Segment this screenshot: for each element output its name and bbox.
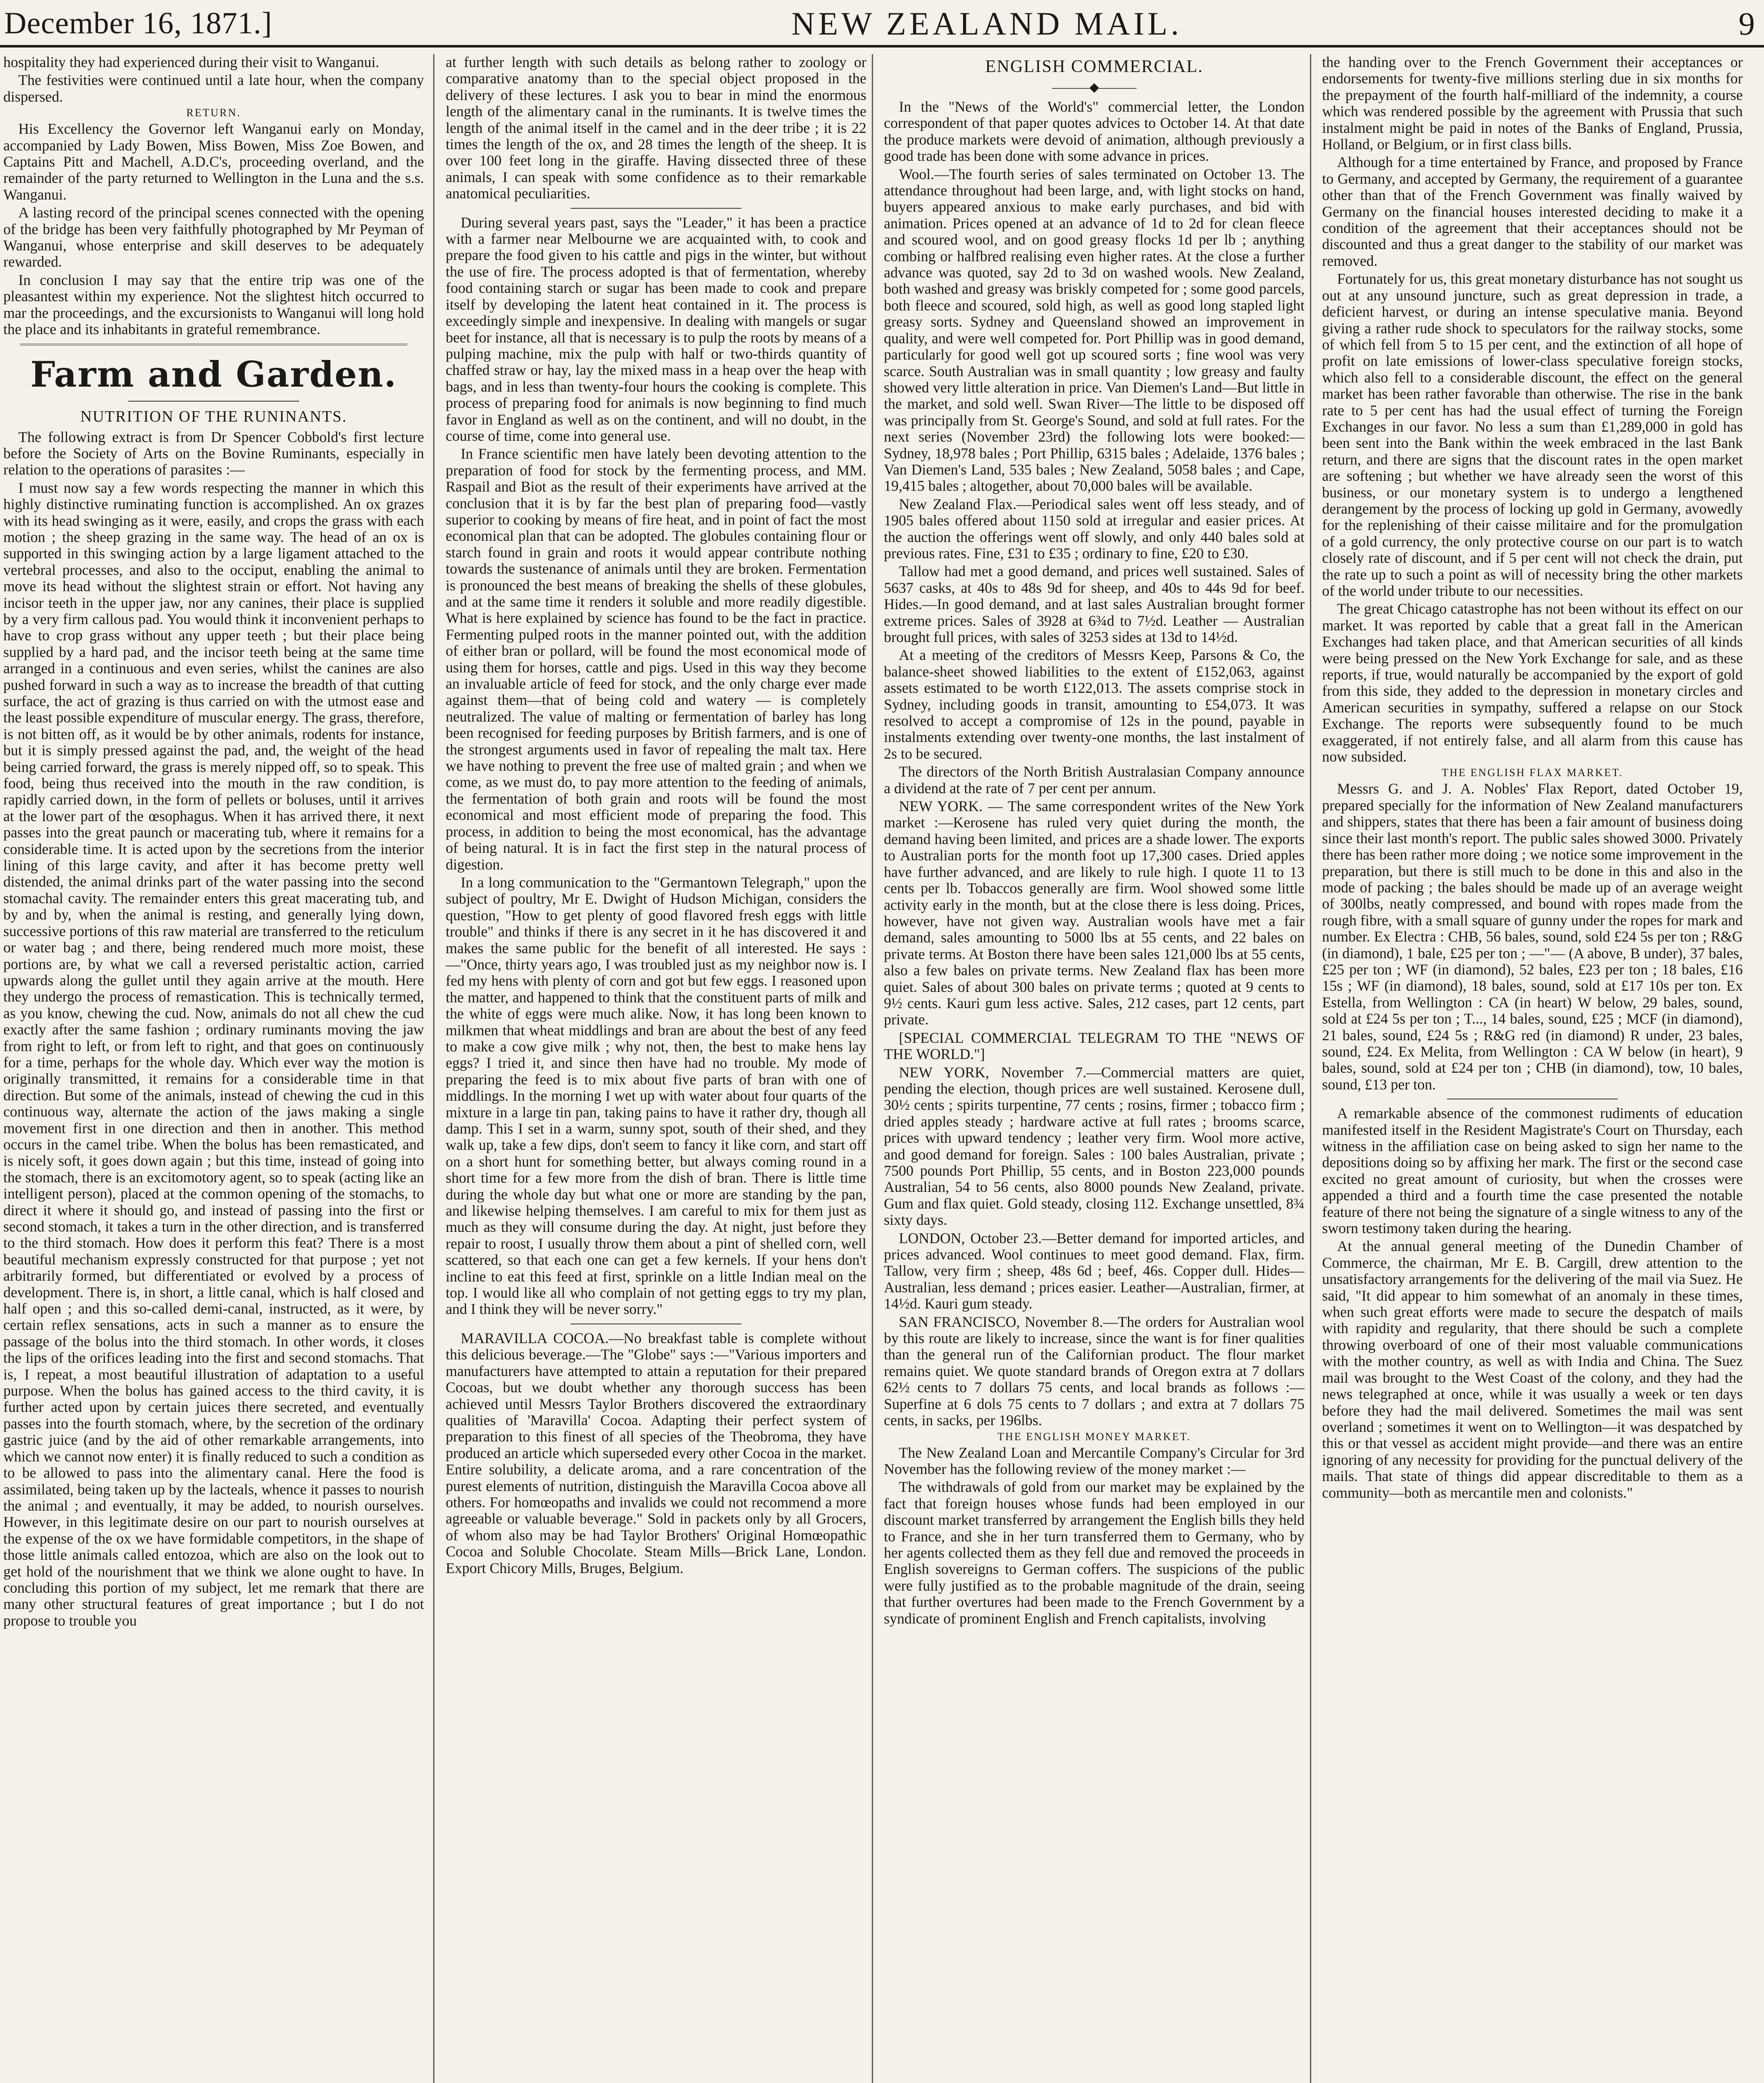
article-paragraph: SAN FRANCISCO, November 8.—The orders for Australian wool by this route are likely to increase, since the want is for finer qualities than the general run of the Californian product. The flour market remains quiet. We quote standard brands of Oregon extra at 7 dollars 62½ cents to 7 dollars 75 cents, and local brands as follows :—Superfine at 6 dols 75 cents to 7 dollars ; and extra at 7 dollars 75 cents, in sacks, per 196lbs. [884,1313,1305,1429]
article-paragraph: NEW YORK, November 7.—Commercial matters are quiet, pending the election, though prices are well sustained. Kerosene dull, 30½ cents ; spirits turpentine, 77 cents ; rosins, firmer ; tobacco firm ; dried apples steady ; hardware active at full rates ; brooms scarce, prices with upward tendency ; leather very firm. Wool more active, and good demand for foreign. Sales : 100 bales Australian, private ; 7500 pounds Port Phillip, 55 cents, and in Boston 223,000 pounds Australian, 54 to 56 cents, also 8000 pounds New Zealand, private. Gum and flax quiet. Gold steady, closing 112. Exchange unsettled, 8¾ sixty days. [884,1064,1305,1229]
section-subheading: THE ENGLISH MONEY MARKET. [997,1430,1191,1443]
column-4 [1322,54,1743,2083]
article-paragraph: The great Chicago catastrophe has not been without its effect on our market. It was reported by cable that a great fall in the American Exchanges had taken place, and that American securities of all kinds were being pressed on the New York Exchange for sale, and as these reports, if true, would naturally be accompanied by the export of gold from this side, they added to the depression in monetary circles and American securities in sympathy, suffered a relapse on our Stock Exchange. The reports were subsequently found to be much exaggerated, if not entirely false, and all alarm from this cause has now subsided. [1322,600,1743,765]
article-paragraph: In the "News of the World's" commercial letter, the London correspondent of that paper quotes advices to October 14. At that date the produce markets were devoid of animation, although previously a good trade has been done with some advance in prices. [884,98,1305,165]
article-paragraph: [SPECIAL COMMERCIAL TELEGRAM TO THE "NEWS OF THE WORLD."] [884,1029,1305,1063]
column-2 [446,54,866,2083]
article-headline: ENGLISH COMMERCIAL. [985,57,1203,76]
article-paragraph: Messrs G. and J. A. Nobles' Flax Report, dated October 19, prepared specially for the information of New Zealand manufacturers and shippers, states that there has been a fair amount of business doing since their last month's report. The public sales showed 3000. Privately there has been rather more doing ; we notice some improvement in the preparation, but there is still much to be done in this and also in the mode of packing ; the bales should be made up of an average weight of 300lbs, neatly compressed, and bound with ropes made from the rough fibre, with a small square of gunny under the ropes for mark and number. Ex Electra : CHB, 56 bales, sound, sold £24 5s per ton ; R&G (in diamond), 1 bale, £25 per ton ; —"— (A above, B under), 37 bales, £25 per ton ; WF (in diamond), 52 bales, £23 per ton ; 18 bales, £16 15s ; WF (in diamond), 18 bales, sound, sold at £17 10s per ton. Ex Estella, from Wellington : CA (in heart) W below, 29 bales, sound, sold at £24 5s per ton ; T..., 14 bales, sound, £25 ; MCF (in diamond), 21 bales, sound, £24 5s ; R&G red (in diamond) R under, 23 bales, sound, £24. Ex Melita, from Wellington : CA W below (in heart), 9 bales, sound, sold at £24 per ton ; CHB (in diamond), tow, 10 bales, sound, £13 per ton. [1322,780,1743,1093]
article-paragraph: The festivities were continued until a late hour, when the company dispersed. [3,72,424,105]
article-paragraph: A lasting record of the principal scenes connected with the opening of the bridge has been very faithfully photographed by Mr Peyman of Wanganui, whose enterprise and skill deserves to be adequately rewarded. [3,204,424,270]
newspaper-title: NEW ZEALAND MAIL. [791,5,1183,42]
section-subheading: THE ENGLISH FLAX MARKET. [1442,767,1623,779]
section-heading: Farm and Garden. [30,353,397,395]
article-paragraph: hospitality they had experienced during their visit to Wanganui. [3,54,379,70]
section-divider [20,344,407,348]
section-divider [571,208,741,209]
section-divider [128,401,299,402]
column-1 [3,54,424,2083]
column-3 [884,54,1305,2083]
article-paragraph: Wool.—The fourth series of sales terminated on October 13. The attendance throughout had been large, and, with light stocks on hand, buyers appeared anxious to make early purchases, and bid with animation. Prices opened at an advance of 1d to 2d for clean fleece and scoured wool, and on good greasy flocks 1d per lb ; anything combing or halfbred realising even higher rates. At the close a further advance was quoted, say 2d to 3d on washed wools. New Zealand, both washed and greasy was briskly competed for ; some good parcels, both fleece and scoured, sold high, as well as good long stapled light greasy sorts. Sydney and Queensland showed an improvement in quality, and were well competed for. Port Phillip was in good demand, particularly for good well got up scoured sorts ; fine wool was very scarce. South Australian was in small quantity ; low greasy and faulty showed very little alteration in price. Van Diemen's Land—But little in the market, and sold well. Swan River—The little to be disposed off was principally from St. George's Sound, and sold at full rates. For the next series (November 23rd) the following lots were booked:—Sydney, 18,978 bales ; Port Phillip, 6315 bales ; Adelaide, 1376 bales ; Van Diemen's Land, 535 bales ; New Zealand, 5058 bales ; and Cape, 19,415 bales ; altogether, about 70,000 bales will be available. [884,165,1305,495]
column-rule [872,54,873,2083]
article-paragraph: In a long communication to the "Germantown Telegraph," upon the subject of poultry, Mr E. Dwight of Hudson Michigan, considers the question, "How to get plenty of good flavored fresh eggs with little trouble" and thinks if there is any secret in it he has discovered it and makes the same public for the benefit of all interested. He says :—"Once, thirty years ago, I was troubled just as my neighbor now is. I fed my hens with plenty of corn and got but few eggs. I reasoned upon the matter, and happened to think that the constituent parts of milk and the white of eggs were much alike. Now, it has long been known to milkmen that wheat middlings and bran are about the best of any feed to make a cow give milk ; why not, then, the best to make hens lay eggs? I tried it, and since then have had no trouble. My mode of preparing the feed is to mix about five parts of bran with one of middlings. In the morning I wet up with water about four quarts of the mixture in a large tin pan, taking pains to have it rather dry, though all damp. This I set in a warm, sunny spot, south of their shed, and they walk up, take a few dips, don't seem to fancy it like corn, and start off on a short hunt for something better, but always coming round in a short time for a few more from the dish of bran. There is little time during the whole day but what one or more are standing by the pan, and likewise helping themselves. I am careful to mix for them just as much as they will consume during the day. At night, just before they repair to roost, I usually throw them about a pint of shelled corn, well scattered, so that each one can get a few kernels. If your hens don't incline to eat this feed at first, sprinkle on a little Indian meal on the top. I would like all who complain of not getting eggs to try my plan, and I think they will be never sorry." [446,874,866,1318]
article-paragraph: In France scientific men have lately been devoting attention to the preparation of food for stock by the fermenting process, and MM. Raspail and Biot as the result of their experiments have arrived at the conclusion that it is by far the best plan of preparing food—vastly superior to cooking by means of fire heat, and in point of fact the most economical plan that can be adopted. The globules containing flour or starch found in grain and roots it would appear contribute nothing towards the sustenance of animals until they are broken. Fermentation is pronounced the best means of breaking the shells of these globules, and at the same time it renders it soluble and more readily digestible. What is here explained by science has found to be the fact in practice. Fermenting pulped roots in the manner pointed out, with the addition of either bran or pollard, will be found the most economical mode of using them for horses, cattle and pigs. Used in this way they become an invaluable article of feed for stock, and the only charge ever made against them—that of being cold and watery — is completely neutralized. The value of malting or fermentation of barley has long been recognised for feeding purposes by British farmers, and is one of the strongest arguments used in favor of repealing the malt tax. Here we have nothing to prevent the free use of malted grain ; and when we come, as we must do, to pay more attention to the feeding of animals, the fermentation of both grain and roots will be found the most economical and most efficient mode of preparing the food. This process, in addition to being the most economical, has the advantage of being natural. It is in fact the first step in the natural process of digestion. [446,445,866,873]
section-subheading: RETURN. [186,107,241,119]
advertisement-paragraph: MARAVILLA COCOA.—No breakfast table is complete without this delicious beverage.—The "Globe" says :—"Various importers and manufacturers have attempted to attain a reputation for their prepared Cocoas, but we doubt whether any thorough success has been achieved until Messrs Taylor Brothers discovered the extraordinary qualities of 'Maravilla' Cocoa. Adapting their perfect system of preparation to this finest of all species of the Theobroma, they have produced an article which superseded every other Cocoa in the market. Entire solubility, a delicate aroma, and a rare concentration of the purest elements of nutrition, distinguish the Maravilla Cocoa above all others. For homœopaths and invalids we could not recommend a more agreeable or valuable beverage." Sold in packets only by all Grocers, of whom also may be had Taylor Brothers' Original Homœopathic Cocoa and Soluble Chocolate. Steam Mills—Brick Lane, London. Export Chicory Mills, Bruges, Belgium. [446,1329,866,1576]
article-paragraph: The following extract is from Dr Spencer Cobbold's first lecture before the Society of Arts on the Bovine Ruminants, especially in relation to the operations of parasites :— [3,428,424,478]
article-paragraph: During several years past, says the "Leader," it has been a practice with a farmer near Melbourne we are acquainted with, to cook and prepare the food given to his cattle and pigs in the winter, but without the use of fire. The process adopted is that of fermentation, whereby food containing starch or sugar has been made to cook and prepare itself by developing the latent heat contained in it. The process is exceedingly simple and inexpensive. In dealing with mangels or sugar beet for instance, all that is necessary is to pulp the roots by means of a pulping machine, mix the pulp with half or two-thirds quantity of chaffed straw or hay, lay the mixed mass in a heap over the heap with bags, and in less than twenty-four hours the cooking is complete. This process of preparing food for animals is now beginning to find much favor in England as well as on the continent, and will no doubt, in the course of time, come into general use. [446,214,866,444]
column-rule [1310,54,1311,2083]
page-number: 9 [1739,5,1755,42]
article-paragraph: At the annual general meeting of the Dunedin Chamber of Commerce, the chairman, Mr E. B. Cargill, drew attention to the unsatisfactory arrangements for the delivering of the mail via Suez. He said, "It did appear to him somewhat of an anomaly in these times, when such great efforts were made to secure the despatch of mails with rapidity and regularity, that there should be such a complete throwing overboard of one of their most valuable communications with the mother country, as well as with India and China. The Suez mail was brought to the West Coast of the colony, and they had the news telegraphed at once, while it was usually a week or ten days before they had the mail delivered. Sometimes the mail was sent overland ; sometimes it went on to Wellington—it was despatched by this or that vessel as accident might provide—and there was an entire ignoring of any necessity for providing for the punctual delivery of the mails. That state of things did appear discreditable to them as a community—both as mercantile men and colonists." [1322,1238,1743,1501]
article-paragraph: NEW YORK. — The same correspondent writes of the New York market :—Kerosene has ruled very quiet during the month, the demand having been limited, and prices are a shade lower. The exports to Australian ports for the month foot up 17,300 cases. Dried apples have further advanced, and are likely to rule high. I quote 11 to 13 cents per lb. Tobaccos generally are firm. Wool showed some little activity early in the month, but at the close there is less doing. Prices, however, have not given way. Australian wools have met a fair demand, sales amounting to 5000 lbs at 55 cents, and 22 bales on private terms. At Boston there have been sales 121,000 lbs at 55 cents, also a few bales on private terms. New Zealand flax has been more quiet. Sales of about 300 bales on private terms ; quoted at 9 cents to 9½ cents. Kauri gum less active. Sales, 212 cases, part 12 cents, part private. [884,798,1305,1028]
article-paragraph: In conclusion I may say that the entire trip was one of the pleasantest within my experience. Not the slightest hitch occurred to mar the proceedings, and the excursionists to Wanganui will long hold the place and its inhabitants in grateful remembrance. [3,271,424,338]
article-paragraph: A remarkable absence of the commonest rudiments of education manifested itself in the Resident Magistrate's Court on Thursday, each witness in the affiliation case on being asked to sign her name to the depositions doing so by affixing her mark. The first or the second case excited no great amount of curiosity, but when the crosses were appended a third and a fourth time the case presented the notable feature of there not being the signature of a single witness to any of the sworn testimony taken during the hearing. [1322,1105,1743,1237]
article-paragraph: LONDON, October 23.—Better demand for imported articles, and prices advanced. Wool continues to meet good demand. Flax, firm. Tallow, very firm ; sheep, 48s 6d ; beef, 46s. Copper dull. Hides—Australian, less demand ; prices easier. Leather—Australian, firmer, at 14½d. Kauri gum steady. [884,1229,1305,1312]
article-paragraph: Fortunately for us, this great monetary disturbance has not sought us out at any unsound juncture, such as great depression in trade, a deficient harvest, or during an intense speculative mania. Beyond giving a rather rude shock to speculators for the railway stocks, some of which fell from 5 to 15 per cent, and the extinction of all hope of profit on late emissions of lower-class speculative foreign stocks, which also fell to a considerable discount, the effect on the general market has been rather favorable than otherwise. The rise in the bank rate to 5 per cent has had the usual effect of turning the Foreign Exchanges in our favor. No less a sum than £1,289,000 in gold has been sent into the Bank within the week embraced in the last Bank return, and there are signs that the discount rates in the open market are softening ; but whether we have already seen the worst of this business, or our monetary system is to undergo a lengthened derangement by the process of locking up gold in Germany, avowedly for the replenishing of their caisse militaire and for the promulgation of a gold currency, the only protective course on our part is to watch closely rate of discount, and if 5 per cent will not check the drain, put the rate up to such a point as will of necessity bring the other markets of the world under tribute to our necessities. [1322,270,1743,599]
article-paragraph: Although for a time entertained by France, and proposed by France to Germany, and accepted by Germany, the requirement of a guarantee other than that of the French Government was finally waived by Germany on the financial houses interested deciding to make it a condition of the agreement that their acceptances should not be discounted and thus a great danger to the stability of our market was removed. [1322,154,1743,269]
article-paragraph: I must now say a few words respecting the manner in which this highly distinctive ruminating function is accomplished. An ox grazes with its head swinging as it were, easily, and crops the grass with each motion ; the sheep grazing in the same way. The head of an ox is supported in this swinging action by a large ligament attached to the vertebral processes, and also to the occiput, enabling the animal to move its head without the slightest strain or effort. Not having any incisor teeth in the upper jaw, nor any canines, their place is supplied by a very firm callous pad. You would think it inconvenient perhaps to have to crop grass without any upper teeth ; but their place being supplied by a hard pad, and the incisor teeth being at the same time arranged in a continuous and even series, whilst the canines are also pushed forward in such a way as to increase the breadth of that cutting surface, the act of grazing is thus carried on with the utmost ease and the least possible expenditure of muscular energy. The grass, therefore, is not bitten off, as it would be by other animals, rodents for instance, but it is simply pressed against the pad, and, the weight of the head being carried forward, the grass is merely nipped off, so to speak. This food, being thus received into the mouth in the raw condition, is rapidly carried down, in the form of pellets or boluses, until it arrives at the lower part of the œsophagus. When it has arrived there, it next passes into the great paunch or macerating tub, where it remains for a considerable time. It is acted upon by the secretions from the interior lining of this large cavity, and after it has become pretty well distended, the animal drinks part of the water passing into the second stomachal cavity. The remainder enters this great macerating tub, and by and by, when the animal is resting, and generally lying down, successive portions of this raw material are transferred to the reticulum or water bag ; and there, being rendered much more moist, these portions are, by what we call a reversed peristaltic action, carried upwards along the gullet until they again arrive at the mouth. Here they undergo the process of remastication. This is technically termed, as you know, chewing the cud. Now, animals do not all chew the cud exactly after the same fashion ; ordinary ruminants moving the jaw from right to left, or from left to right, and that goes on continuously for a time, perhaps for the whole day. Which ever way the motion is originally transmitted, it remains for a considerable time in that direction. But some of the animals, instead of chewing the cud in this continuous way, alternate the action of the jaws making a single movement first in one direction and then in another. This method occurs in the camel tribe. When the bolus has been remasticated, and is nicely soft, it goes down again ; but this time, instead of going into the stomach, there is an excitomotory agent, so to speak (acting like an intelligent person), placed at the common opening of the stomachs, to direct it where it should go, and instead of passing into the first or second stomach, it takes a turn in the other direction, and is transferred to the third stomach. How does it perform this feat? There is a most beautiful mechanism expressly constructed for that purpose ; yet not arbitrarily formed, but differentiated or evolved by a process of development. There is, in short, a little canal, which is half closed and half open ; and this so-called demi-canal, instructed, as it were, by certain reflex sensations, acts in such a manner as to ensure the passage of the bolus into the third stomach. In other words, it closes the lips of the orifices leading into the first and second stomachs. That is, I repeat, a most beautiful illustration of adaptation to a useful purpose. When the bolus has gained access to the third cavity, it is further acted upon by certain juices there secreted, and eventually passes into the fourth stomach, where, by the secretion of the ordinary gastric juice (and by the aid of other remarkable arrangements, into which we cannot now enter) it is finally reduced to such a condition as to be allowed to pass into the alimentary canal. Here the food is assimilated, being taken up by the lacteals, whence it passes to nourish the animal ; and eventually, it may be added, to nourish ourselves. However, in this legitimate desire on our part to nourish ourselves at the expense of the ox we have formidable competitors, in the shape of those little animals called entozoa, which are also on the look out to get hold of the nourishment that we think we alone ought to have. In concluding this portion of my subject, let me remark that there are many other structural features of great importance ; but I do not propose to trouble you [3,479,424,1629]
article-paragraph: The New Zealand Loan and Mercantile Company's Circular for 3rd November has the following review of the money market :— [884,1444,1305,1477]
article-paragraph: The directors of the North British Australasian Company announce a dividend at the rate of 7 per cent per annum. [884,763,1305,797]
masthead [0,0,1764,47]
article-paragraph: Tallow had met a good demand, and prices well sustained. Sales of 5637 casks, at 40s to 48s 9d for sheep, and 40s to 44s 9d for beef. Hides.—In good demand, and at last sales Australian brought former extreme prices. Sales of 3928 at 6¾d to 7½d. Leather — Australian brought full prices, with sales of 3253 sides at 13d to 14½d. [884,563,1305,645]
article-headline: NUTRITION OF THE RUNINANTS. [80,407,347,425]
article-paragraph: His Excellency the Governor left Wanganui early on Monday, accompanied by Lady Bowen, Miss Bowen, Miss Zoe Bowen, and Captains Pitt and Machell, A.D.C's, proceeding overland, and the remainder of the party returned to Wellington in the Luna and the s.s. Wanganui. [3,120,424,203]
article-paragraph: the handing over to the French Government their acceptances or endorsements for twenty-five millions sterling due in six months for the prepayment of the fourth half-milliard of the indemnity, a course which was rendered possible by the agreement with Prussia that such instalment might be paid in notes of the Banks of England, Prussia, Holland, or Belgium, or in first class bills. [1322,54,1743,153]
article-paragraph: at further length with such details as belong rather to zoology or comparative anatomy than to the special object proposed in the delivery of these lectures. I ask you to bear in mind the enormous length of the alimentary canal in the ruminants. It is twelve times the length of the animal itself in the camel and in the deer tribe ; it is 22 times the length of the ox, and 28 times the length of the sheep. It is over 100 feet long in the giraffe. Having dissected three of these animals, I can speak with some confidence as to their remarkable anatomical peculiarities. [446,54,866,202]
article-paragraph: New Zealand Flax.—Periodical sales went off less steady, and of 1905 bales offered about 1150 sold at irregular and easier prices. At the auction the offerings went off slowly, and only 440 bales sold at previous rates. Fine, £31 to £35 ; ordinary to fine, £20 to £30. [884,495,1305,562]
column-rule [433,54,434,2083]
article-paragraph: The withdrawals of gold from our market may be explained by the fact that foreign houses whose funds had been employed in our discount market transferred by arrangement the English bills they held to France, and she in her turn transferred them to Germany, who by her agents collected them as they fell due and removed the proceeds in English sovereigns to German coffers. The suspicions of the public were fully justified as to the probable magnitude of the drain, seeing that further overtures had been made to the French Government by a syndicate of prominent English and French capitalists, involving [884,1479,1305,1627]
article-paragraph: At a meeting of the creditors of Messrs Keep, Parsons & Co, the balance-sheet showed liabilities to the extent of £152,063, against assets estimated to be worth £122,013. The assets comprise stock in Sydney, including goods in transit, amounting to £54,073. It was resolved to accept a compromise of 12s in the pound, payable in instalments extending over twenty-one months, the last instalment of 2s to be secured. [884,647,1305,762]
headline-ornament: ———◆——— [1052,80,1137,94]
issue-date: December 16, 1871.] [4,6,272,40]
